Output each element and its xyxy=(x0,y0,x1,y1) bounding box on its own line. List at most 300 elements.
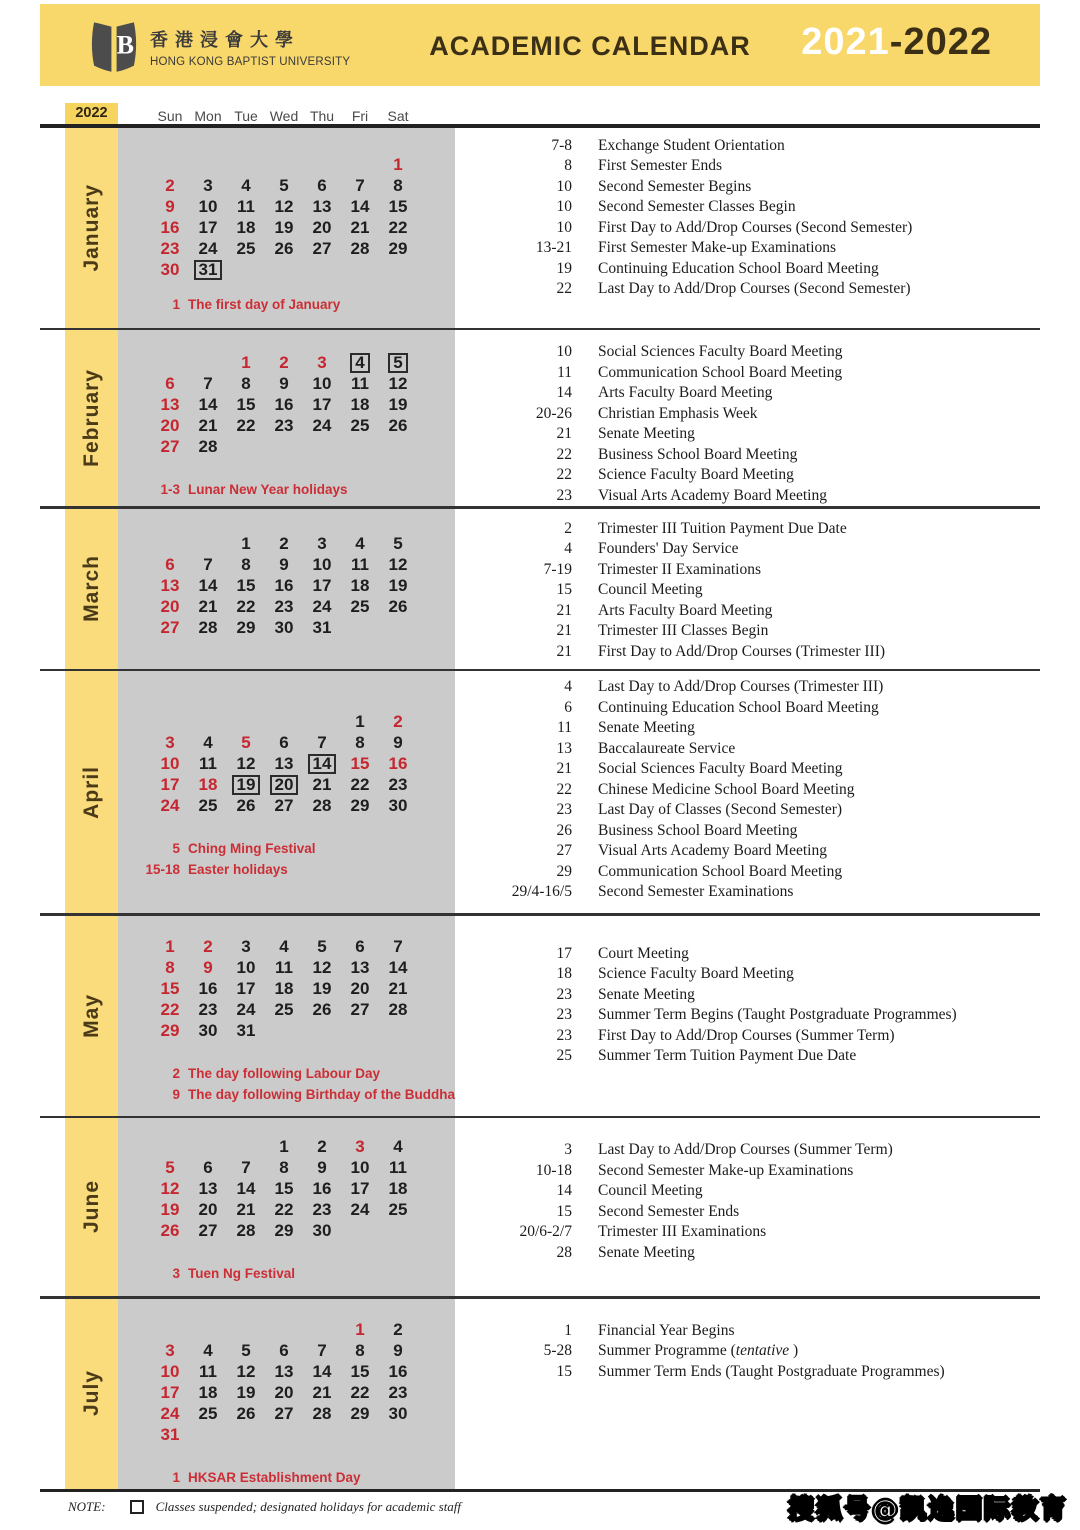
event-row xyxy=(455,698,1040,719)
event-text: Last Day to Add/Drop Courses (Summer Term) xyxy=(598,1141,893,1158)
day-cell: 20 xyxy=(198,1200,218,1219)
event-row xyxy=(455,944,1040,965)
day-cell: 25 xyxy=(274,999,294,1019)
day-cell: 22 xyxy=(350,1382,370,1402)
day-cell: 13 xyxy=(160,395,180,414)
day-cell: 5 xyxy=(279,175,289,195)
weekday-label-thu: Thu xyxy=(309,108,335,124)
event-date: 27 xyxy=(556,842,572,859)
day-cell: 23 xyxy=(274,596,294,616)
day-cell: 6 xyxy=(165,554,175,574)
day-cell: 30 xyxy=(198,1020,218,1040)
event-date: 18 xyxy=(556,965,572,982)
event-date: 29/4-16/5 xyxy=(511,883,572,900)
event-row xyxy=(455,259,1040,280)
hkbu-book-icon xyxy=(88,15,140,78)
event-row xyxy=(455,424,1040,445)
week-row xyxy=(151,373,455,394)
event-date: 15 xyxy=(556,1202,572,1220)
month-label-band xyxy=(65,330,118,506)
day-cell: 21 xyxy=(312,775,332,794)
day-cell: 27 xyxy=(312,238,332,258)
week-row xyxy=(151,1424,455,1445)
day-cell: 30 xyxy=(312,1221,332,1240)
event-row xyxy=(455,1005,1040,1026)
week-row xyxy=(151,1136,455,1157)
event-date: 14 xyxy=(556,384,572,401)
week-row xyxy=(151,1178,455,1199)
day-cell: 10 xyxy=(236,957,256,977)
day-cell: 4 xyxy=(203,1340,213,1360)
event-text: Social Sciences Faculty Board Meeting xyxy=(598,760,843,777)
day-cell xyxy=(265,774,303,795)
day-cell: 28 xyxy=(312,796,332,815)
week-row xyxy=(151,415,455,436)
event-text: Senate Meeting xyxy=(598,719,695,736)
day-cell: 11 xyxy=(351,554,369,574)
week-row xyxy=(151,936,455,957)
empty-cell xyxy=(189,533,227,554)
holiday-note xyxy=(118,838,455,859)
event-date: 3 xyxy=(564,1141,572,1158)
weekday-label-wed: Wed xyxy=(269,108,299,124)
day-cell: 2 xyxy=(393,1319,403,1339)
holiday-note-text: The day following Birthday of the Buddha xyxy=(188,1086,455,1102)
event-text: Financial Year Begins xyxy=(598,1321,735,1339)
day-cell: 8 xyxy=(165,957,175,977)
day-cell: 25 xyxy=(350,416,370,435)
holiday-note xyxy=(118,1263,455,1284)
event-date: 23 xyxy=(556,1026,572,1044)
event-row xyxy=(455,601,1040,622)
event-row xyxy=(455,1140,1040,1161)
empty-cell xyxy=(265,1319,303,1340)
day-cell: 16 xyxy=(388,1361,408,1381)
event-date: 2 xyxy=(564,519,572,537)
day-cell: 2 xyxy=(393,712,403,731)
event-text: Trimester III Tuition Payment Due Date xyxy=(598,519,847,537)
day-cell: 10 xyxy=(350,1158,370,1177)
event-row xyxy=(455,580,1040,601)
month-february xyxy=(40,330,1040,506)
day-cell xyxy=(227,774,265,795)
holiday-notes xyxy=(118,1063,455,1105)
day-cell: 15 xyxy=(236,395,256,414)
day-cell: 4 xyxy=(241,175,251,195)
holiday-note-date: 1 xyxy=(172,1469,180,1485)
empty-cell xyxy=(189,1319,227,1340)
day-cell: 21 xyxy=(236,1200,256,1219)
event-row xyxy=(455,156,1040,177)
empty-cell xyxy=(227,1136,265,1157)
day-cell: 15 xyxy=(350,754,370,773)
event-text: Council Meeting xyxy=(598,581,703,598)
day-cell: 25 xyxy=(388,1200,408,1219)
day-cell: 19 xyxy=(160,1200,180,1219)
event-date: 7-19 xyxy=(543,560,572,578)
day-cell: 22 xyxy=(236,416,256,435)
day-cell: 25 xyxy=(198,1403,218,1423)
event-text: Last Day of Classes (Second Semester) xyxy=(598,801,843,818)
event-row xyxy=(455,780,1040,801)
empty-cell xyxy=(151,1319,189,1340)
day-cell: 29 xyxy=(274,1221,294,1240)
day-cell: 10 xyxy=(160,754,180,773)
day-cell: 3 xyxy=(317,353,327,372)
month-march xyxy=(40,509,1040,669)
holiday-notes xyxy=(118,838,455,880)
holiday-note-text: Lunar New Year holidays xyxy=(188,482,348,497)
day-cell: 22 xyxy=(350,775,370,794)
day-cell: 24 xyxy=(198,238,218,258)
event-text: First Semester Ends xyxy=(598,157,722,174)
week-row xyxy=(151,1319,455,1340)
weekday-label-sun: Sun xyxy=(157,108,183,124)
week-row xyxy=(151,1403,455,1424)
event-date: 4 xyxy=(564,540,572,557)
event-text: Summer Programme (tentative ) xyxy=(598,1342,799,1359)
day-cell: 28 xyxy=(198,437,218,456)
empty-cell xyxy=(227,154,265,175)
event-date: 28 xyxy=(556,1243,572,1261)
event-text: Council Meeting xyxy=(598,1182,703,1199)
day-cell: 1 xyxy=(355,712,365,731)
logo-chinese-name: 香港浸會大學 xyxy=(150,29,300,51)
holiday-note-text: Ching Ming Festival xyxy=(188,841,316,856)
year-chip: 2022 xyxy=(65,103,118,124)
event-date: 23 xyxy=(556,1006,572,1023)
day-cell: 8 xyxy=(279,1158,289,1177)
logo-text xyxy=(150,26,350,68)
event-row xyxy=(455,1341,1040,1362)
day-cell: 23 xyxy=(312,1200,332,1219)
event-text: Summer Term Ends (Taught Postgraduate Programmes) xyxy=(598,1362,945,1380)
day-cell: 6 xyxy=(279,1340,289,1360)
day-cell: 15 xyxy=(274,1179,294,1198)
year-range xyxy=(801,21,992,64)
day-cell: 23 xyxy=(160,238,180,258)
week-row xyxy=(151,1020,455,1041)
day-cell: 16 xyxy=(160,217,180,237)
holiday-note xyxy=(118,859,455,880)
holiday-note-date: 1-3 xyxy=(160,482,180,497)
day-cell: 1 xyxy=(279,1137,289,1156)
holiday-note-date: 3 xyxy=(172,1266,180,1281)
day-cell: 1 xyxy=(241,533,251,553)
weekday-header xyxy=(151,108,417,124)
day-cell: 14 xyxy=(350,196,370,216)
event-text: Continuing Education School Board Meeting xyxy=(598,698,879,716)
day-cell: 21 xyxy=(312,1382,332,1402)
day-cell: 23 xyxy=(388,1382,408,1402)
week-row xyxy=(151,217,455,238)
calendar-grid xyxy=(118,1299,455,1445)
calendar-header-row xyxy=(40,103,1040,124)
day-cell: 18 xyxy=(236,217,256,237)
event-row xyxy=(455,383,1040,404)
day-cell: 17 xyxy=(312,575,332,595)
event-text: Court Meeting xyxy=(598,944,689,962)
month-calendar xyxy=(118,671,455,913)
event-text: Visual Arts Academy Board Meeting xyxy=(598,842,827,859)
day-cell: 2 xyxy=(279,533,289,553)
event-row xyxy=(455,404,1040,425)
event-row xyxy=(455,486,1040,507)
day-cell: 24 xyxy=(160,796,180,815)
week-row xyxy=(151,732,455,753)
day-cell: 9 xyxy=(279,374,289,393)
day-cell: 29 xyxy=(350,1403,370,1423)
day-cell: 16 xyxy=(198,978,218,998)
day-cell: 22 xyxy=(160,999,180,1019)
day-cell: 2 xyxy=(279,353,289,372)
day-cell: 6 xyxy=(355,936,365,956)
event-row xyxy=(455,882,1040,903)
event-row xyxy=(455,238,1040,259)
empty-cell xyxy=(341,154,379,175)
day-cell: 15 xyxy=(350,1361,370,1381)
day-cell: 21 xyxy=(350,217,370,237)
holiday-note xyxy=(118,479,455,500)
holiday-notes xyxy=(118,479,455,500)
week-row xyxy=(151,1382,455,1403)
empty-cell xyxy=(227,711,265,732)
event-row xyxy=(455,177,1040,198)
empty-cell xyxy=(303,154,341,175)
event-date: 23 xyxy=(556,985,572,1003)
day-cell: 8 xyxy=(393,175,403,195)
holiday-note xyxy=(118,1467,455,1488)
day-cell: 25 xyxy=(198,796,218,815)
day-cell: 31 xyxy=(236,1020,256,1040)
event-text: Senate Meeting xyxy=(598,985,695,1003)
event-date: 10 xyxy=(556,343,572,360)
day-cell: 26 xyxy=(236,1403,256,1423)
day-cell: 17 xyxy=(350,1179,370,1198)
event-row xyxy=(455,1202,1040,1223)
day-cell: 27 xyxy=(160,437,180,456)
calendar-grid xyxy=(118,671,455,816)
week-row xyxy=(151,436,455,457)
event-row xyxy=(455,136,1040,157)
month-calendar xyxy=(118,330,455,506)
year-second: -2022 xyxy=(889,21,992,63)
event-row xyxy=(455,218,1040,239)
day-cell: 19 xyxy=(312,978,332,998)
event-row xyxy=(455,197,1040,218)
event-row xyxy=(455,621,1040,642)
months-container xyxy=(0,128,1080,1493)
event-date: 23 xyxy=(556,486,572,504)
legend-box-icon xyxy=(130,1500,144,1514)
events-list xyxy=(455,1118,1040,1296)
event-text: Second Semester Classes Begin xyxy=(598,198,796,215)
day-cell: 11 xyxy=(275,957,293,977)
day-cell: 10 xyxy=(312,554,332,574)
event-row xyxy=(455,1026,1040,1047)
day-cell: 20 xyxy=(312,217,332,237)
week-row xyxy=(151,259,455,280)
day-cell: 5 xyxy=(393,533,403,553)
week-row xyxy=(151,711,455,732)
day-cell: 4 xyxy=(203,733,213,752)
day-cell: 12 xyxy=(388,374,408,393)
week-row xyxy=(151,238,455,259)
day-cell: 27 xyxy=(274,1403,294,1423)
event-date: 29 xyxy=(556,862,572,880)
events-list xyxy=(455,916,1040,1116)
day-cell: 22 xyxy=(388,217,408,237)
holiday-note-text: HKSAR Establishment Day xyxy=(188,1469,361,1485)
logo-english-name: HONG KONG BAPTIST UNIVERSITY xyxy=(150,55,351,68)
events-list xyxy=(455,1299,1040,1489)
day-cell: 8 xyxy=(241,554,251,574)
day-cell: 27 xyxy=(198,1221,218,1240)
day-cell: 6 xyxy=(317,175,327,195)
month-calendar xyxy=(118,1118,455,1296)
holiday-note-date: 5 xyxy=(172,841,180,856)
event-row xyxy=(455,642,1040,663)
day-cell: 14 xyxy=(388,957,408,977)
event-text: Communication School Board Meeting xyxy=(598,363,843,381)
suspended-day-box: 14 xyxy=(308,754,337,774)
page-title: ACADEMIC CALENDAR xyxy=(429,31,751,61)
week-row xyxy=(151,795,455,816)
event-row xyxy=(455,1161,1040,1182)
day-cell: 16 xyxy=(274,395,294,414)
day-cell: 26 xyxy=(388,416,408,435)
month-calendar xyxy=(118,128,455,328)
event-row xyxy=(455,342,1040,363)
event-text: Senate Meeting xyxy=(598,425,695,442)
day-cell: 9 xyxy=(165,196,175,216)
day-cell: 24 xyxy=(236,999,256,1019)
week-row xyxy=(151,617,455,638)
month-april xyxy=(40,671,1040,913)
event-text: Chinese Medicine School Board Meeting xyxy=(598,780,855,798)
day-cell: 16 xyxy=(274,575,294,595)
month-label: June xyxy=(79,1180,103,1234)
day-cell: 29 xyxy=(350,796,370,815)
week-row xyxy=(151,1199,455,1220)
event-row xyxy=(455,718,1040,739)
event-date: 20-26 xyxy=(535,404,572,422)
page-header xyxy=(40,4,1040,86)
day-cell: 3 xyxy=(241,936,251,956)
event-date: 10-18 xyxy=(535,1161,572,1179)
empty-cell xyxy=(265,711,303,732)
event-date: 13-21 xyxy=(535,239,572,256)
event-text: Exchange Student Orientation xyxy=(598,136,785,154)
day-cell xyxy=(189,259,227,280)
calendar-grid xyxy=(118,509,455,638)
day-cell: 1 xyxy=(241,353,251,372)
day-cell: 4 xyxy=(279,936,289,956)
month-label-band xyxy=(65,128,118,328)
day-cell: 28 xyxy=(312,1403,332,1423)
events-list xyxy=(455,671,1040,913)
day-cell: 28 xyxy=(350,238,370,258)
event-text: Founders' Day Service xyxy=(598,540,739,557)
event-text: Second Semester Ends xyxy=(598,1202,740,1220)
event-date: 10 xyxy=(556,177,572,195)
day-cell: 30 xyxy=(388,796,408,815)
event-date: 21 xyxy=(556,601,572,619)
day-cell: 22 xyxy=(236,596,256,616)
day-cell: 4 xyxy=(355,533,365,553)
month-calendar xyxy=(118,509,455,669)
day-cell: 25 xyxy=(350,596,370,616)
day-cell: 26 xyxy=(236,796,256,815)
day-cell: 8 xyxy=(355,1340,365,1360)
day-cell: 27 xyxy=(350,999,370,1019)
day-cell: 25 xyxy=(236,238,256,258)
suspended-day-box: 20 xyxy=(270,775,299,795)
day-cell: 5 xyxy=(317,936,327,956)
event-text: First Day to Add/Drop Courses (Trimester III) xyxy=(598,642,886,660)
event-row xyxy=(455,985,1040,1006)
day-cell: 1 xyxy=(165,936,175,956)
event-text: Science Faculty Board Meeting xyxy=(598,965,794,982)
day-cell: 23 xyxy=(198,999,218,1019)
empty-cell xyxy=(151,533,189,554)
day-cell: 24 xyxy=(312,596,332,616)
day-cell: 18 xyxy=(198,1382,218,1402)
event-text: First Semester Make-up Examinations xyxy=(598,239,837,256)
event-text: Visual Arts Academy Board Meeting xyxy=(598,486,827,504)
day-cell: 11 xyxy=(389,1158,407,1177)
day-cell: 6 xyxy=(165,374,175,393)
day-cell: 28 xyxy=(236,1221,256,1240)
day-cell: 5 xyxy=(241,1340,251,1360)
event-text: Communication School Board Meeting xyxy=(598,862,843,880)
day-cell: 17 xyxy=(198,217,218,237)
holiday-note xyxy=(118,1063,455,1084)
event-text: Summer Term Begins (Taught Postgraduate Programmes) xyxy=(598,1006,957,1023)
day-cell: 26 xyxy=(312,999,332,1019)
event-date: 26 xyxy=(556,821,572,839)
day-cell: 13 xyxy=(350,957,370,977)
day-cell: 5 xyxy=(165,1158,175,1177)
day-cell: 3 xyxy=(203,175,213,195)
calendar-grid xyxy=(118,330,455,457)
day-cell: 27 xyxy=(274,796,294,815)
day-cell: 30 xyxy=(274,617,294,637)
day-cell: 11 xyxy=(237,196,255,216)
event-text: Second Semester Make-up Examinations xyxy=(598,1161,854,1179)
event-text: Trimester III Examinations xyxy=(598,1223,767,1240)
event-row xyxy=(455,821,1040,842)
day-cell: 15 xyxy=(236,575,256,595)
day-cell: 7 xyxy=(317,1340,327,1360)
event-row xyxy=(455,363,1040,384)
day-cell: 18 xyxy=(350,575,370,595)
month-label-band xyxy=(65,1118,118,1296)
day-cell: 2 xyxy=(203,936,213,956)
day-cell: 30 xyxy=(160,259,180,279)
suspended-day-box: 31 xyxy=(194,260,223,280)
day-cell: 15 xyxy=(160,978,180,998)
month-may xyxy=(40,916,1040,1116)
empty-cell xyxy=(189,1136,227,1157)
event-date: 15 xyxy=(556,1362,572,1380)
week-row xyxy=(151,957,455,978)
month-june xyxy=(40,1118,1040,1296)
weekday-label-mon: Mon xyxy=(194,108,222,124)
empty-cell xyxy=(189,352,227,373)
holiday-note-date: 1 xyxy=(172,296,180,312)
event-row xyxy=(455,964,1040,985)
